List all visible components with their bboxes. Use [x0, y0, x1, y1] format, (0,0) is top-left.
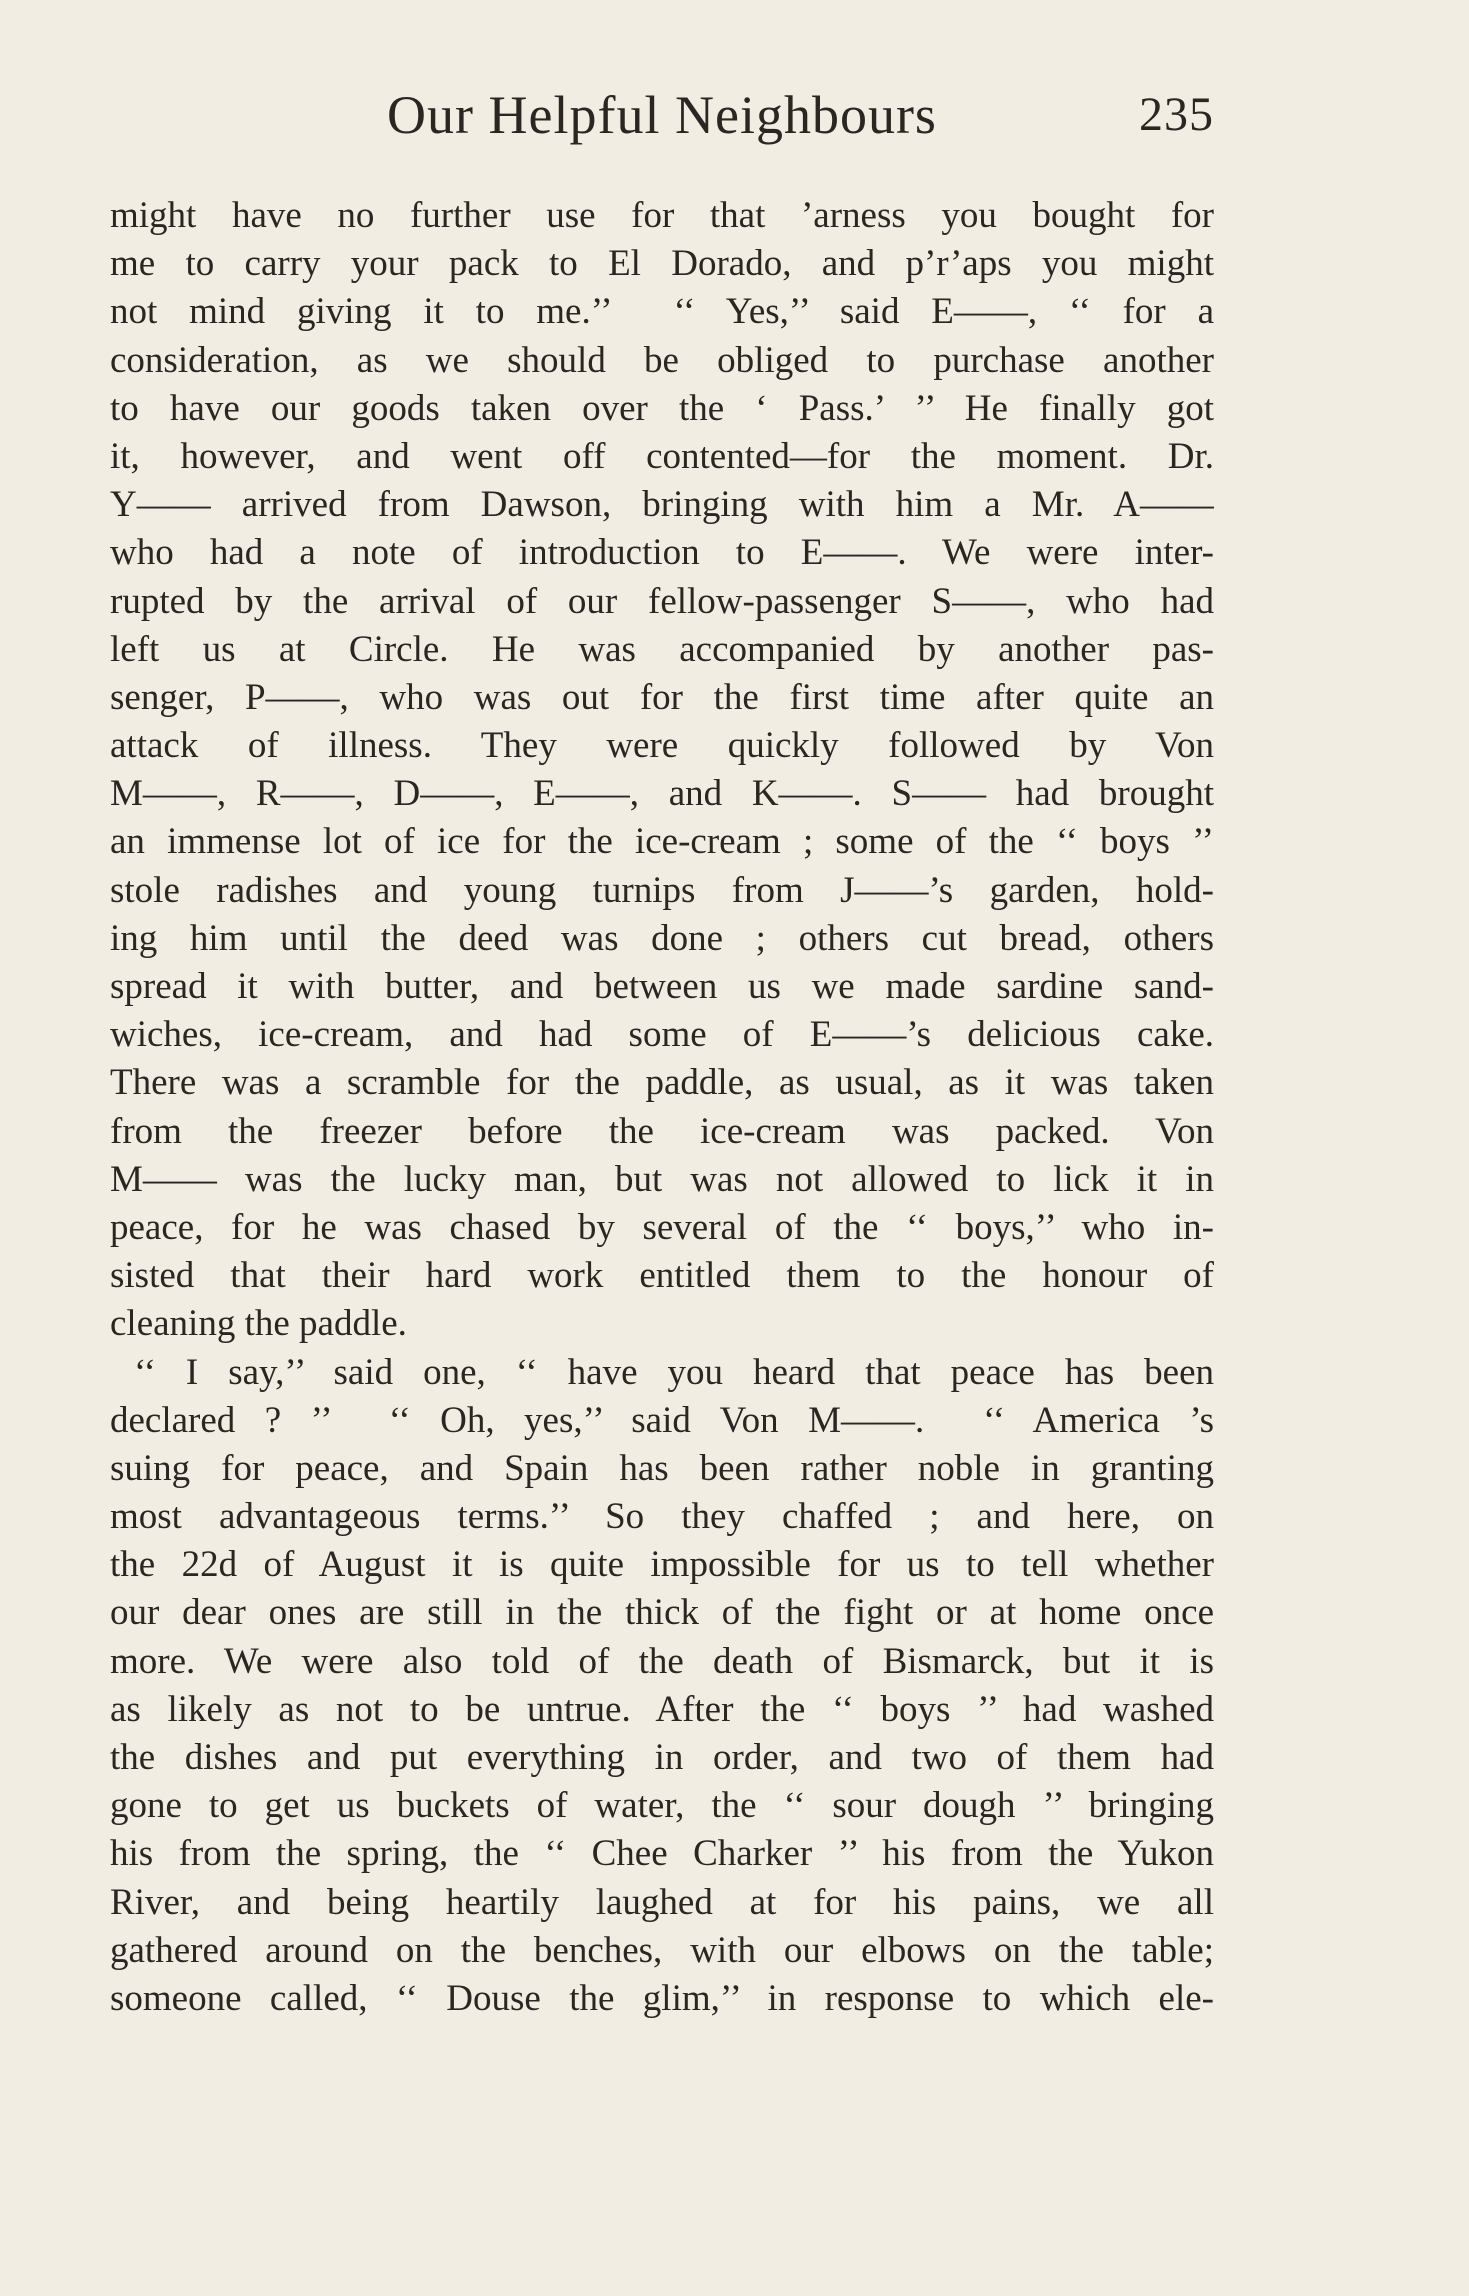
text-line: consideration, as we should be obliged to purchase another: [110, 339, 1214, 381]
body-text: [110, 192, 1214, 2023]
text-line: an immense lot of ice for the ice-cream ; some of the ‘‘ boys ’’: [110, 821, 1214, 863]
text-line: the dishes and put everything in order, and two of them had: [110, 1737, 1214, 1778]
text-line: rupted by the arrival of our fellow-passenger S——, who had: [110, 580, 1214, 622]
running-title: Our Helpful Neighbours: [387, 85, 937, 145]
text-line: more. We were also told of the death of Bismarck, but it is: [110, 1640, 1214, 1682]
text-line: There was a scramble for the paddle, as usual, as it was taken: [110, 1062, 1214, 1104]
text-line: not mind giving it to me.’’ ‘‘ Yes,’’ said E——, ‘‘ for a: [110, 291, 1214, 333]
running-head: [110, 80, 1214, 150]
text-line: peace, for he was chased by several of the ‘‘ boys,’’ who in-: [110, 1206, 1214, 1248]
text-line: declared ? ’’ ‘‘ Oh, yes,’’ said Von M——. ‘‘ America ’s: [110, 1399, 1214, 1441]
text-line: Y—— arrived from Dawson, bringing with him a Mr. A——: [110, 484, 1214, 526]
text-line: our dear ones are still in the thick of the fight or at home once: [110, 1592, 1214, 1634]
text-line: M—— was the lucky man, but was not allowed to lick it in: [110, 1158, 1214, 1200]
text-line: attack of illness. They were quickly followed by Von: [110, 725, 1214, 767]
text-line: his from the spring, the ‘‘ Chee Charker ’’ his from the Yukon: [110, 1833, 1214, 1875]
text-line: senger, P——, who was out for the first time after quite an: [110, 676, 1214, 718]
text-line: M——, R——, D——, E——, and K——. S—— had brought: [110, 773, 1214, 815]
text-line: to have our goods taken over the ‘ Pass.’ ’’ He finally got: [110, 387, 1214, 429]
text-line: might have no further use for that ’arness you bought for: [110, 195, 1214, 236]
text-line: gathered around on the benches, with our elbows on the table;: [110, 1929, 1214, 1971]
text-line: gone to get us buckets of water, the ‘‘ sour dough ’’ bringing: [110, 1785, 1214, 1827]
text-line: ‘‘ I say,’’ said one, ‘‘ have you heard that peace has been: [134, 1351, 1214, 1393]
text-line: most advantageous terms.’’ So they chaffed ; and here, on: [110, 1496, 1214, 1538]
text-line: ing him until the deed was done ; others cut bread, others: [110, 917, 1214, 959]
text-line: stole radishes and young turnips from J——’s garden, hold-: [110, 869, 1214, 911]
text-line: the 22d of August it is quite impossible for us to tell whether: [110, 1544, 1214, 1586]
text-line: wiches, ice-cream, and had some of E——’s delicious cake.: [110, 1014, 1214, 1056]
text-line: from the freezer before the ice-cream was packed. Von: [110, 1110, 1214, 1152]
text-line: someone called, ‘‘ Douse the glim,’’ in response to which ele-: [110, 1977, 1214, 2019]
text-line: it, however, and went off contented—for the moment. Dr.: [110, 435, 1214, 477]
text-line: me to carry your pack to El Dorado, and p’r’aps you might: [110, 243, 1214, 285]
text-line: left us at Circle. He was accompanied by another pas-: [110, 628, 1214, 670]
text-line: suing for peace, and Spain has been rather noble in granting: [110, 1447, 1214, 1489]
page-number: 235: [1139, 88, 1214, 141]
text-line: cleaning the paddle.: [110, 1303, 407, 1345]
text-line: as likely as not to be untrue. After the ‘‘ boys ’’ had washed: [110, 1688, 1214, 1730]
text-line: sisted that their hard work entitled them to the honour of: [110, 1255, 1214, 1297]
text-line: spread it with butter, and between us we made sardine sand-: [110, 966, 1214, 1007]
text-line: who had a note of introduction to E——. We were inter-: [110, 532, 1214, 574]
text-line: River, and being heartily laughed at for his pains, we all: [110, 1881, 1214, 1923]
